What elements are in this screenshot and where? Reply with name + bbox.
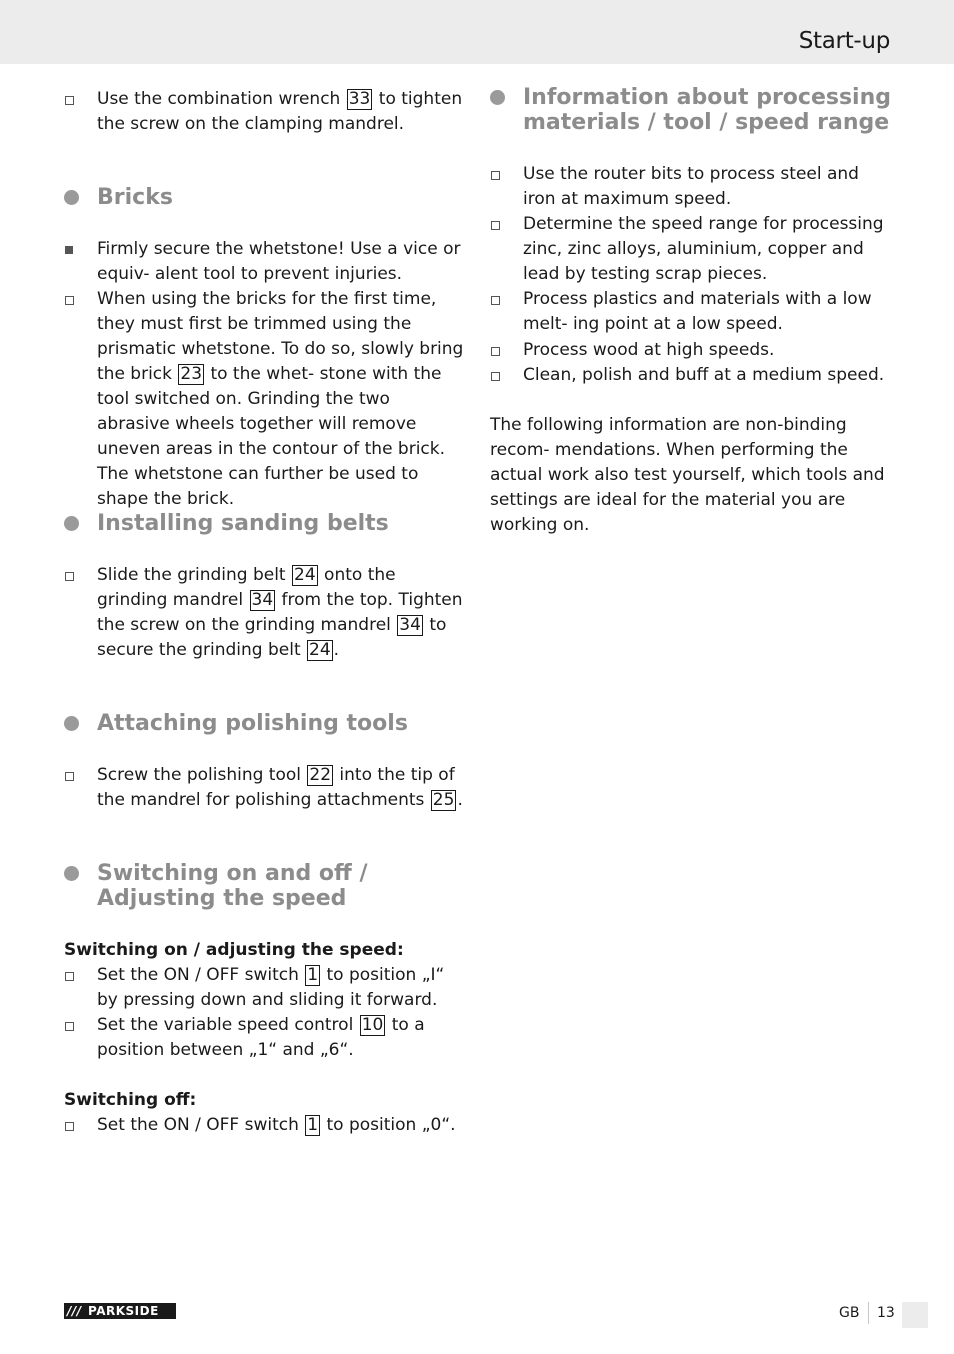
checkbox-bullet-icon <box>65 1122 74 1131</box>
part-reference: 24 <box>309 640 331 660</box>
bullet-dot-icon <box>64 190 79 205</box>
list-item: Process wood at high speeds. <box>490 338 892 363</box>
bullet-dot-icon <box>64 866 79 881</box>
list-item: Set the variable speed control 10 to a position between „1“ and „6“. <box>64 1013 464 1063</box>
checkbox-bullet-icon <box>65 572 74 581</box>
list-item: Use the combination wrench 33 to tighten the screw on the clamping mandrel. <box>64 87 464 137</box>
logo-stripes-icon: /// <box>67 1304 82 1318</box>
list-item: Screw the polishing tool 22 into the tip of the mandrel for polishing attachments 25 . <box>64 763 464 813</box>
page-header <box>0 0 954 64</box>
subheading-switching-on: Switching on / adjusting the speed: <box>64 940 404 960</box>
part-reference: 34 <box>251 590 274 610</box>
list-item: Set the ON / OFF switch 1 to position „0“. <box>64 1113 464 1138</box>
checkbox-bullet-icon <box>491 372 500 381</box>
checkbox-bullet-icon <box>491 221 500 230</box>
part-reference: 25 <box>432 790 455 810</box>
list-item: Firmly secure the whetstone! Use a vice or equiv- alent tool to prevent injuries. <box>64 237 464 287</box>
list-item: When using the bricks for the first time, they must first be trimmed using the prismatic whetstone. To do so, slowly bring the brick 23 to the whet- stone with the tool switched on. Grinding the two abrasive wheels together will remove uneven areas in the contour of the brick. The whetstone can further be used to shape the brick. <box>64 287 464 512</box>
list-item: Slide the grinding belt 24 onto the grinding mandrel 34 from the top. Tighten the screw on the grinding mandrel 34 to secure the grinding belt 24 . <box>64 563 464 663</box>
part-reference: 22 <box>309 765 332 785</box>
checkbox-bullet-icon <box>491 296 500 305</box>
part-reference: 1 <box>307 965 319 985</box>
part-reference: 10 <box>361 1015 384 1035</box>
footer-tab-marker <box>902 1302 928 1328</box>
checkbox-bullet-icon <box>491 347 500 356</box>
section-heading-sanding-belts: Installing sanding belts <box>64 511 464 536</box>
section-heading-bricks: Bricks <box>64 185 464 210</box>
parkside-logo <box>64 1303 176 1319</box>
checkbox-bullet-icon <box>65 296 74 305</box>
bullet-dot-icon <box>64 516 79 531</box>
page-title: Start-up <box>798 28 890 54</box>
logo-brand-text: PARKSIDE <box>88 1304 159 1318</box>
list-item: Use the router bits to process steel and iron at maximum speed. <box>490 162 892 212</box>
note-paragraph: The following information are non-binding recom- mendations. When performing the actual work also test yourself, which tools and settings are ideal for the material you are working on. <box>490 415 885 535</box>
page-number: 13 <box>877 1305 895 1321</box>
checkbox-bullet-icon <box>65 772 74 781</box>
bullet-dot-icon <box>64 716 79 731</box>
section-heading-switching: Switching on and off / Adjusting the speed <box>64 861 464 911</box>
part-reference: 23 <box>180 364 203 384</box>
language-code: GB <box>839 1305 860 1321</box>
section-heading-polishing-tools: Attaching polishing tools <box>64 711 464 736</box>
part-reference: 24 <box>294 565 316 585</box>
list-item: Set the ON / OFF switch 1 to position „I“ by pressing down and sliding it forward. <box>64 963 464 1013</box>
checkbox-bullet-icon <box>491 171 500 180</box>
part-reference: 33 <box>348 89 371 109</box>
section-heading-processing-info: Information about processing materials / tool / speed range <box>490 85 892 135</box>
checkbox-bullet-icon <box>65 1022 74 1031</box>
part-reference: 1 <box>307 1115 319 1135</box>
footer-divider <box>868 1302 869 1324</box>
list-item: Determine the speed range for processing zinc, zinc alloys, aluminium, copper and lead by testing scrap pieces. <box>490 212 892 287</box>
checkbox-bullet-icon <box>65 972 74 981</box>
bullet-dot-icon <box>490 90 505 105</box>
subheading-switching-off: Switching off: <box>64 1090 197 1110</box>
warning-bullet-icon <box>65 246 73 254</box>
list-item: Clean, polish and buff at a medium speed. <box>490 363 892 388</box>
list-item: Process plastics and materials with a low melt- ing point at a low speed. <box>490 287 892 337</box>
part-reference: 34 <box>399 615 421 635</box>
checkbox-bullet-icon <box>65 96 74 105</box>
